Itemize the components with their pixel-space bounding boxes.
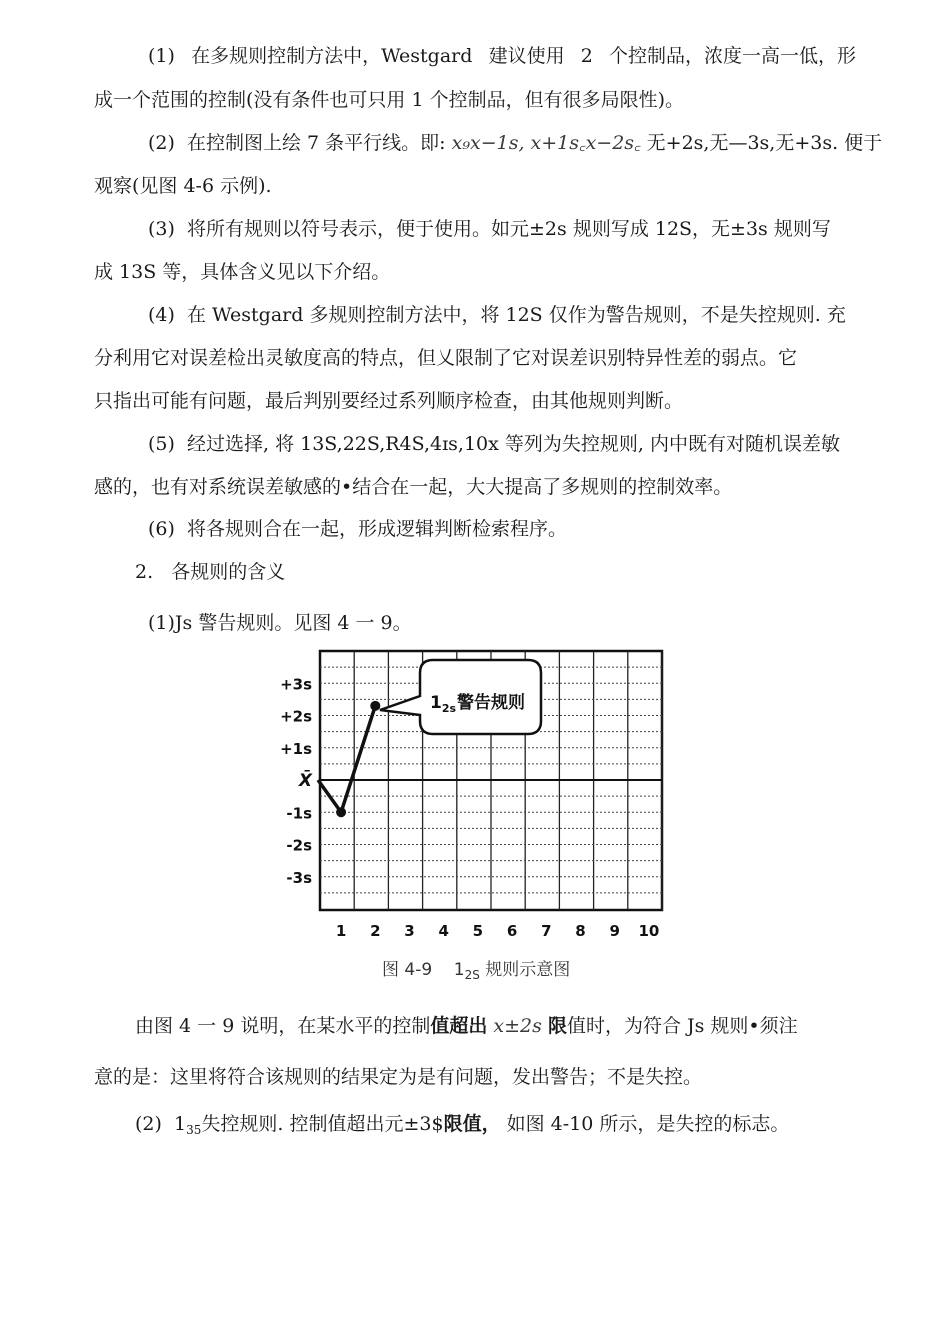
explain-bold-b: 限: [547, 1015, 567, 1037]
callout-symbol-sub: 2s: [441, 702, 457, 715]
p4-number: (4): [148, 304, 175, 326]
p1-text-a: 在多规则控制方法中，Westgard: [191, 45, 473, 67]
data-point: [336, 807, 346, 817]
callout-label: 警告规则: [457, 693, 525, 713]
p4-text: 在 Westgard 多规则控制方法中，将 12S 仅作为警告规则，不是失控规则. 充: [187, 304, 846, 326]
explain-formula: x±2s: [493, 1015, 542, 1037]
y-tick-label: +1s: [280, 739, 312, 758]
data-point: [370, 701, 380, 711]
explain-bold-a: 值超出: [430, 1015, 488, 1037]
p5-text: 经过选择, 将 13S,22S,R4S,4ɪs,10x 等列为失控规则, 内中既有对随机误差敏: [187, 433, 840, 455]
y-tick-label: X̄: [298, 771, 312, 791]
p1-text-d: 个控制品，浓度一高一低，形: [608, 45, 856, 67]
p4-line2: 分利用它对误差检出灵敏度高的特点，但乂限制了它对误差识别特异性差的弱点。它: [94, 347, 798, 369]
x-axis-labels: [336, 922, 659, 940]
x-tick-label: 8: [575, 922, 586, 940]
explain-text-b: 值时，为符合 Js 规则•须注: [566, 1015, 798, 1037]
p5-line1: [148, 431, 840, 457]
figure-caption: [382, 955, 570, 982]
rule2-line: [135, 1111, 789, 1143]
caption-text: 规则示意图: [485, 960, 571, 980]
p1-text-b: 建议使用: [488, 45, 565, 67]
p1-text-c: 2: [580, 45, 593, 67]
p2-line1: [148, 130, 882, 156]
explain-line1: [135, 1013, 798, 1039]
p3-number: (3): [148, 218, 175, 240]
p4-line1: [148, 302, 846, 328]
p2-text-a: 在控制图上绘 7 条平行线。即:: [187, 132, 446, 154]
p2-number: (2): [148, 132, 175, 154]
y-tick-label: +3s: [280, 675, 312, 694]
y-tick-label: -2s: [286, 836, 312, 855]
p1-line1: [148, 43, 856, 69]
x-tick-label: 9: [609, 922, 620, 940]
x-tick-label: 2: [370, 922, 381, 940]
rule2-text-b: 如图 4-10 所示，是失控的标志。: [506, 1113, 790, 1135]
x-tick-label: 5: [472, 922, 484, 940]
x-tick-label: 6: [506, 922, 518, 940]
p2-text-b: 无+2s,无—3s,无+3s. 便于: [646, 132, 883, 154]
explain-line2: 意的是：这里将符合该规则的结果定为是有问题，发出警告；不是失控。: [94, 1066, 703, 1088]
p3-line1: [148, 216, 831, 242]
p2-formula: x₉x−1s, x+1s꜀x−2s꜀: [451, 132, 641, 154]
rule1-line: (1)Js 警告规则。见图 4 一 9。: [148, 612, 412, 634]
x-tick-label: 10: [638, 922, 660, 940]
p4-line3: 只指出可能有问题，最后判别要经过系列顺序检查，由其他规则判断。: [94, 390, 684, 412]
x-tick-label: 7: [541, 922, 552, 940]
p3-line2: 成 13S 等，具体含义见以下介绍。: [94, 261, 391, 283]
rule2-symbol: $1_{35}$: [174, 1113, 202, 1137]
p2-line2: 观察(见图 4-6 示例).: [94, 175, 272, 197]
caption-number: 图 4-9: [382, 960, 433, 980]
rule2-bold: 限值，: [443, 1113, 501, 1135]
p1-line2: 成一个范围的控制(没有条件也可只用 1 个控制品，但有很多局限性)。: [94, 89, 684, 111]
section-heading: [135, 559, 285, 585]
rule2-text-a: 失控规则. 控制值超出元±3$: [201, 1113, 444, 1135]
series-line: [318, 706, 375, 812]
x-tick-label: 1: [335, 922, 347, 940]
x-tick-label: 4: [438, 922, 449, 940]
y-tick-label: -3s: [286, 868, 312, 887]
p6-line1: [148, 516, 567, 542]
caption-symbol: $1_{2S}$: [453, 960, 480, 982]
data-series: [318, 701, 380, 817]
y-tick-label: +2s: [280, 707, 312, 726]
x-tick-label: 3: [404, 922, 415, 940]
p6-number: (6): [148, 518, 175, 540]
y-tick-label: -1s: [286, 804, 312, 823]
explain-text-a: 由图 4 一 9 说明，在某水平的控制: [135, 1015, 431, 1037]
y-axis-labels: [280, 675, 313, 887]
p6-text: 将各规则合在一起，形成逻辑判断检索程序。: [187, 518, 568, 540]
callout-symbol: $1_{2s}$: [430, 693, 457, 715]
rule2-number: (2): [135, 1113, 162, 1135]
p1-number: (1): [148, 45, 175, 67]
p3-text: 将所有规则以符号表示，便于使用。如元±2s 规则写成 12S，无±3s 规则写: [187, 218, 831, 240]
p5-line2: 感的，也有对系统误差敏感的•结合在一起，大大提高了多规则的控制效率。: [94, 476, 733, 498]
section-title: 各规则的含义: [171, 561, 286, 583]
control-chart-figure: [270, 640, 670, 945]
p5-number: (5): [148, 433, 175, 455]
warning-callout: [380, 660, 541, 734]
section-number: 2.: [135, 561, 154, 583]
